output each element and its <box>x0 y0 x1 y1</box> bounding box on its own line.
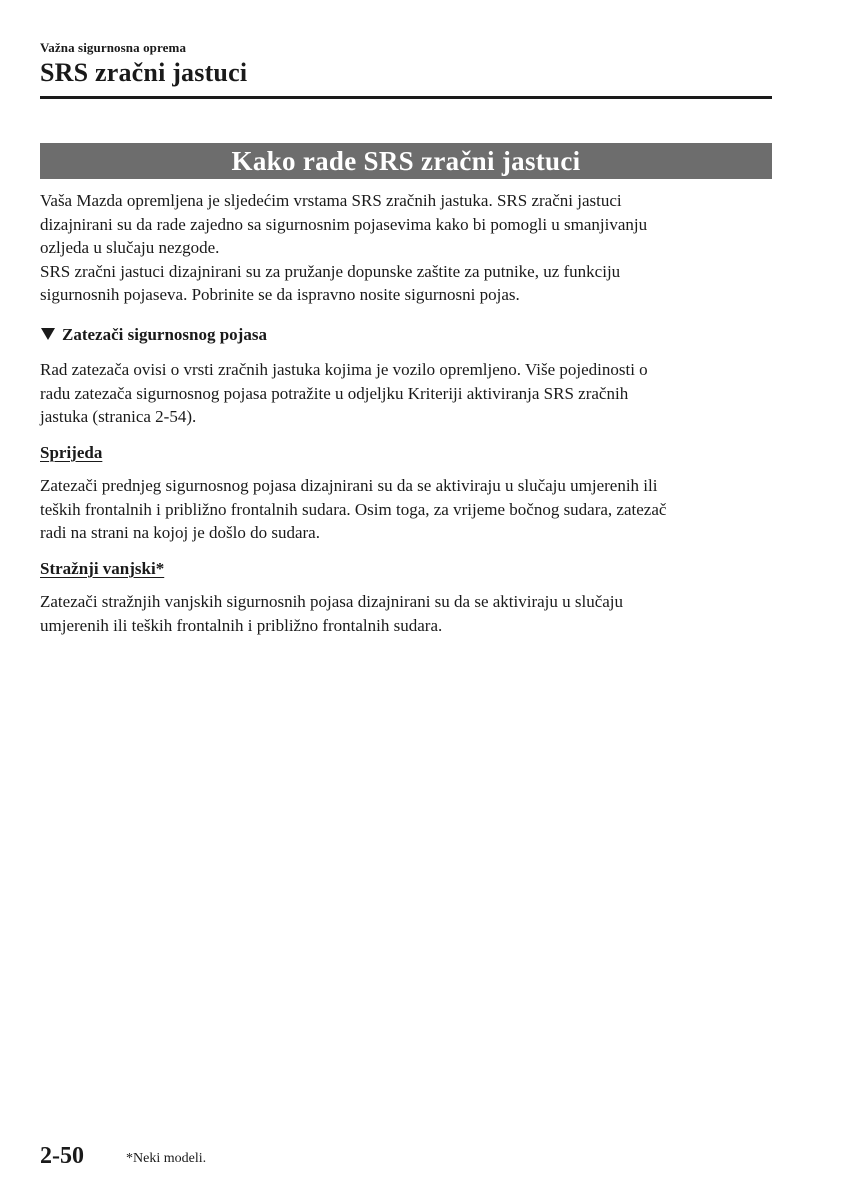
text-line: umjerenih ili teških frontalnih i približno frontalnih sudara. <box>40 615 443 635</box>
banner-title: Kako rade SRS zračni jastuci <box>231 145 581 176</box>
pretensioner-heading-text: Zatezači sigurnosnog pojasa <box>62 324 267 344</box>
page-title: SRS zračni jastuci <box>40 58 248 87</box>
text-line: SRS zračni jastuci dizajnirani su za pružanje dopunske zaštite za putnike, uz funkciju <box>40 261 621 281</box>
title-divider <box>40 96 772 99</box>
text-line: radi na strani na kojoj je došlo do sudara. <box>40 523 320 542</box>
text-line: teških frontalnih i približno frontalnih sudara. Osim toga, za vrijeme bočnog sudara, zatezač <box>40 499 667 519</box>
rear-paragraph <box>40 590 780 637</box>
footnote: *Neki modeli. <box>126 1151 207 1166</box>
text-line: ozljeda u slučaju nezgode. <box>40 238 220 257</box>
text-line: Vaša Mazda opremljena je sljedećim vrstama SRS zračnih jastuka. SRS zračni jastuci <box>40 191 622 210</box>
chapter-label: Važna sigurnosna oprema <box>40 40 187 55</box>
text-line: Rad zatezača ovisi o vrsti zračnih jastuka kojima je vozilo opremljeno. Više pojedinosti o <box>40 360 648 379</box>
text-line: Zatezači prednjeg sigurnosnog pojasa dizajnirani su da se aktiviraju u slučaju umjerenih ili <box>40 476 658 495</box>
front-heading <box>40 441 780 465</box>
rear-heading-text: Stražnji vanjski* <box>40 558 165 578</box>
pretensioner-paragraph <box>40 358 780 429</box>
text-line: Zatezači stražnjih vanjskih sigurnosnih pojasa dizajnirani su da se aktiviraju u slučaju <box>40 592 624 611</box>
intro-paragraph-1 <box>40 189 780 260</box>
section-banner <box>40 143 772 179</box>
page-number: 2-50 <box>40 1143 84 1169</box>
text-line: jastuka (stranica 2-54). <box>40 407 197 426</box>
pretensioner-heading <box>40 323 780 347</box>
text-line: dizajnirani su da rade zajedno sa sigurnosnim pojasevima kako bi pomogli u smanjivanju <box>40 214 648 234</box>
intro-paragraph-2 <box>40 260 780 307</box>
front-heading-text: Sprijeda <box>40 442 103 462</box>
text-line: radu zatezača sigurnosnog pojasa potražite u odjeljku Kriteriji aktiviranja SRS zračnih <box>40 383 629 403</box>
main-content <box>40 189 780 637</box>
front-paragraph <box>40 474 780 545</box>
triangle-down-icon <box>41 328 55 340</box>
rear-heading <box>40 557 780 581</box>
text-line: sigurnosnih pojaseva. Pobrinite se da ispravno nosite sigurnosni pojas. <box>40 285 520 304</box>
